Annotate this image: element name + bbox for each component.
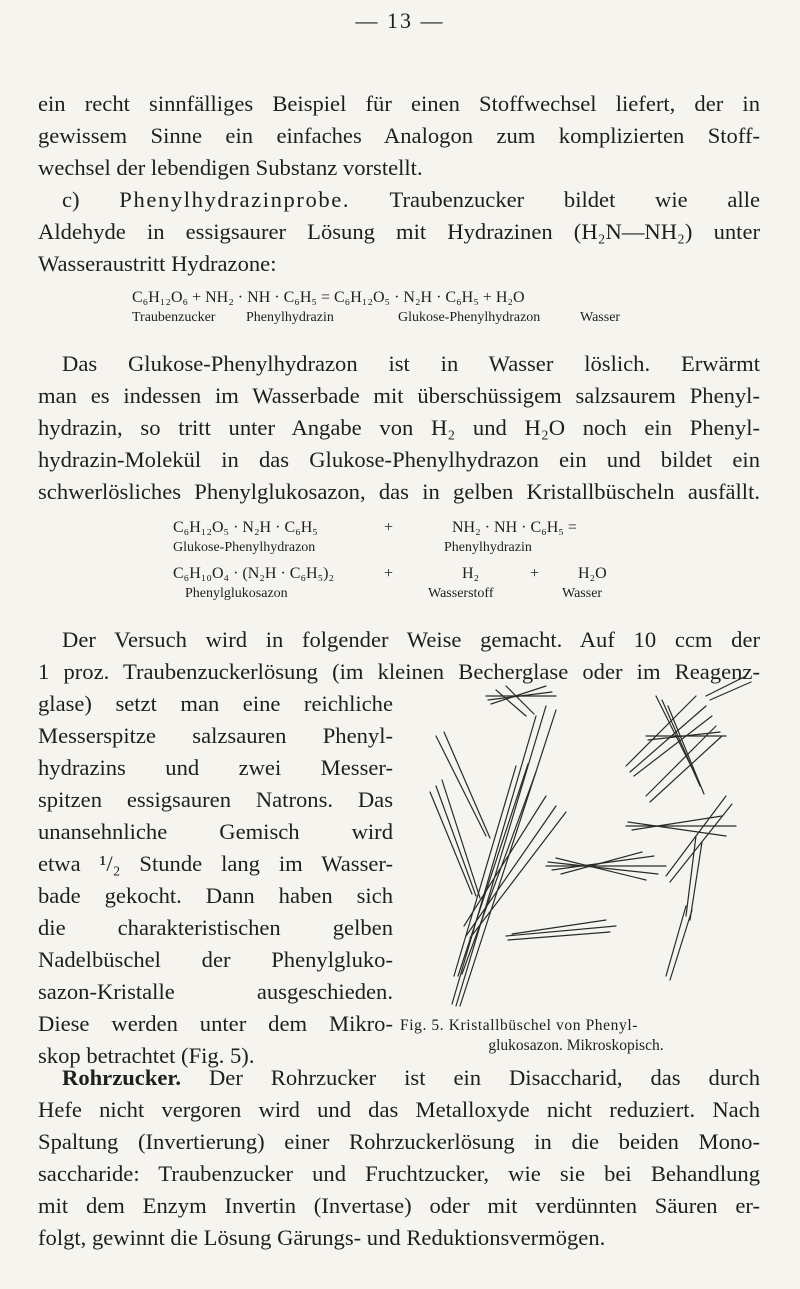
equation-label: Wasserstoff [428,586,494,601]
text-line: Der Versuch wird in folgender Weise gemacht. Auf 10 ccm der [62,627,760,652]
text-line: Hefe nicht vergoren wird und das Metalloxyde nicht reduziert. Nach [38,1097,760,1122]
equation-label: Wasser [562,586,603,601]
text-span: Traubenzucker bildet wie alle [389,187,760,212]
text-line: Wasseraustritt Hydrazone: [38,251,277,276]
text-line: man es indessen im Wasserbade mit überschüssigem salzsaurem Phenyl- [38,383,760,408]
equation-label: Phenylhydrazin [246,310,334,325]
equation-label: Glukose-Phenylhydrazon [173,540,316,555]
equation-label: Phenylglukosazon [185,586,288,601]
text-line: skop betrachtet (Fig. 5). [38,1043,255,1068]
crystal-needles-illustration [396,676,756,1016]
text-line: gewissem Sinne ein einfaches Analogon zum komplizierten Stoff- [38,123,760,148]
equation-term: C₆H₁₂O₅ · N₂H · C₆H₅ [173,519,318,536]
equation-term: C₆H₁₀O₄ · (N₂H · C₆H₅)₂ [173,565,335,582]
equation-term: H₂ [462,565,480,582]
text-line: bade gekocht. Dann haben sich [38,883,393,908]
text-line: saccharide: Traubenzucker und Fruchtzucker, wie sie bei Behandlung [38,1161,760,1186]
figure-5 [396,676,756,1016]
equation-label: Wasser [580,310,621,325]
text-line: Diese werden unter dem Mikro- [38,1011,393,1036]
text-line: hydrazin-Molekül in das Glukose-Phenylhydrazon ein und bildet ein [38,447,760,472]
page-number: — 13 — [355,8,445,33]
text-line: Messerspitze salzsauren Phenyl- [38,723,393,748]
caption-line: Fig. 5. Kristallbüschel von Phenyl- [400,1017,638,1034]
equation-label: Traubenzucker [132,310,216,325]
section-heading: Phenylhydrazinprobe. [119,187,351,212]
rohrzucker-heading-line [62,1062,760,1094]
text-line: ein recht sinnfälliges Beispiel für einen Stoffwechsel liefert, der in [38,91,760,116]
text-line: hydrazin, so tritt unter Angabe von H₂ und H₂O noch ein Phenyl- [38,415,760,440]
text-line: Aldehyde in essigsaurer Lösung mit Hydrazinen (H₂N—NH₂) unter [38,219,760,244]
text-line: die charakteristischen gelben [38,915,393,940]
text-line: Nadelbüschel der Phenylgluko- [38,947,393,972]
text-line: unansehnliche Gemisch wird [38,819,393,844]
text-line: Das Glukose-Phenylhydrazon ist in Wasser löslich. Erwärmt [62,351,760,376]
text-line: spitzen essigsauren Natrons. Das [38,787,393,812]
text-line: glase) setzt man eine reichliche [38,691,393,716]
text-line: 1 proz. Traubenzuckerlösung (im kleinen Becherglase oder im Reagenz- [38,659,760,684]
text-line: etwa ¹/₂ Stunde lang im Wasser- [38,851,393,876]
text-line: wechsel der lebendigen Substanz vorstellt. [38,155,423,180]
equation-term: NH₂ · NH · C₆H₅ = [452,519,577,536]
section-heading: Rohrzucker. [62,1065,182,1090]
text-line: hydrazins und zwei Messer- [38,755,393,780]
plus-sign: + [384,565,394,582]
figure-caption [400,1016,752,1056]
section-c-heading-line [62,184,760,216]
text-line: Spaltung (Invertierung) einer Rohrzuckerlösung in die beiden Mono- [38,1129,760,1154]
plus-sign: + [384,519,394,536]
equation-term: H₂O [578,565,607,582]
equation-label: Phenylhydrazin [444,540,532,555]
section-label: c) [62,187,80,212]
equation-formula: C₆H₁₂O₆ + NH₂ · NH · C₆H₅ = C₆H₁₂O₅ · N₂H · C₆H₅ + H₂O [132,289,525,306]
text-line: folgt, gewinnt die Lösung Gärungs- und Reduktionsvermögen. [38,1225,606,1250]
caption-line: glukosazon. Mikroskopisch. [488,1037,664,1054]
text-line: mit dem Enzym Invertin (Invertase) oder mit verdünnten Säuren er- [38,1193,760,1218]
text-span: Der Rohrzucker ist ein Disaccharid, das durch [208,1065,760,1090]
text-line: schwerlösliches Phenylglukosazon, das in gelben Kristallbüscheln ausfällt. [38,479,760,504]
text-line: sazon-Kristalle ausgeschieden. [38,979,393,1004]
equation-label: Glukose-Phenylhydrazon [398,310,541,325]
plus-sign: + [530,565,540,582]
